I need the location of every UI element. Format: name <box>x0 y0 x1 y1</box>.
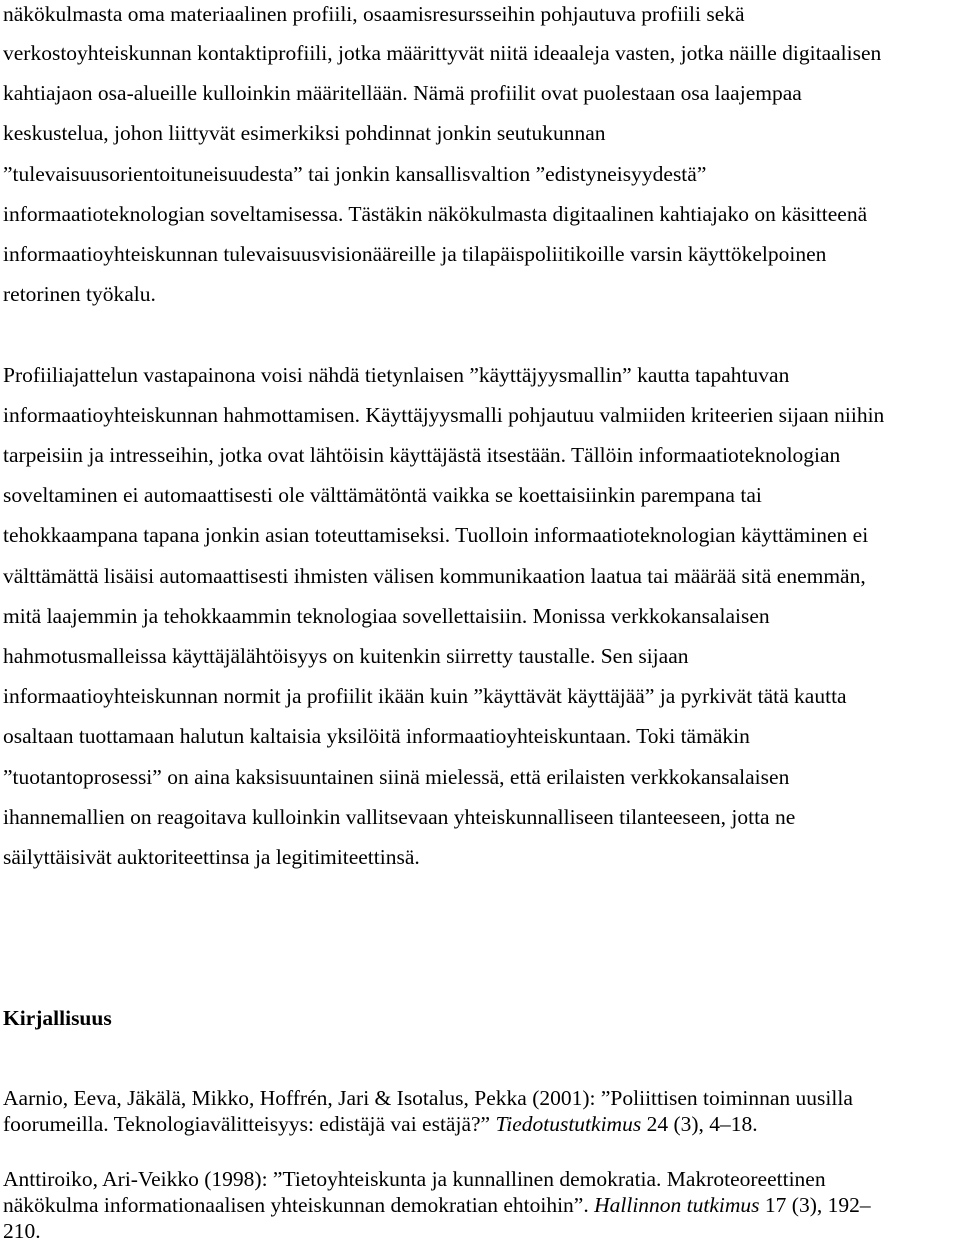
section-heading: Kirjallisuus <box>3 1006 112 1030</box>
paragraph-line: informaatioteknologian soveltamisessa. Tästäkin näkökulmasta digitaalinen kahtiajako on käsitteenä <box>3 202 868 226</box>
paragraph-line: tarpeisiin ja intresseihin, jotka ovat lähtöisin käyttäjästä itsestään. Tällöin informaatioteknologian <box>3 443 841 467</box>
journal-title: Hallinnon tutkimus <box>594 1193 760 1217</box>
paragraph-line: mitä laajemmin ja tehokkaammin teknologiaa sovellettaisiin. Monissa verkkokansalaisen <box>3 604 770 628</box>
reference-line <box>3 1192 871 1218</box>
reference-line <box>3 1111 758 1137</box>
journal-title: Tiedotustutkimus <box>495 1112 642 1136</box>
paragraph-line: retorinen työkalu. <box>3 282 156 306</box>
reference-text: 17 (3), 192– <box>759 1193 871 1217</box>
reference-line: Aarnio, Eeva, Jäkälä, Mikko, Hoffrén, Jari & Isotalus, Pekka (2001): ”Poliittisen toiminnan uusilla <box>3 1086 853 1110</box>
reference-line: Anttiroiko, Ari-Veikko (1998): ”Tietoyhteiskunta ja kunnallinen demokratia. Makroteoreettinen <box>3 1167 826 1191</box>
paragraph-line: kahtiajaon osa-alueille kulloinkin määritellään. Nämä profiilit ovat puolestaan osa laajempaa <box>3 81 802 105</box>
paragraph-line: verkostoyhteiskunnan kontaktiprofiili, jotka määrittyvät niitä ideaaleja vasten, jotka näille digitaalisen <box>3 41 882 65</box>
paragraph-line: ”tulevaisuusorientoituneisuudesta” tai jonkin kansallisvaltion ”edistyneisyydestä” <box>3 162 707 186</box>
paragraph-line: tehokkaampana tapana jonkin asian toteuttamiseksi. Tuolloin informaatioteknologian käyttäminen ei <box>3 523 869 547</box>
paragraph-line: säilyttäisivät auktoriteettinsa ja legitimiteettinsä. <box>3 845 420 869</box>
reference-line: 210. <box>3 1219 41 1243</box>
paragraph-line: ”tuotantoprosessi” on aina kaksisuuntainen siinä mielessä, että erilaisten verkkokansalaisen <box>3 765 790 789</box>
paragraph-line: Profiiliajattelun vastapainona voisi nähdä tietynlaisen ”käyttäjyysmallin” kautta tapahtuvan <box>3 363 790 387</box>
reference-text: 24 (3), 4–18. <box>641 1112 758 1136</box>
paragraph-line: keskustelua, johon liittyvät esimerkiksi pohdinnat jonkin seutukunnan <box>3 121 606 145</box>
reference-text: näkökulma informationaalisen yhteiskunnan demokratian ehtoihin”. <box>3 1193 595 1217</box>
paragraph-line: osaltaan tuottamaan halutun kaltaisia yksilöitä informaatioyhteiskuntaan. Toki tämäkin <box>3 724 750 748</box>
paragraph-line: soveltaminen ei automaattisesti ole välttämätöntä vaikka se koettaisiinkin parempana tai <box>3 483 762 507</box>
paragraph-line: näkökulmasta oma materiaalinen profiili, osaamisresursseihin pohjautuva profiili sekä <box>3 2 745 26</box>
paragraph-line: informaatioyhteiskunnan normit ja profiilit ikään kuin ”käyttävät käyttäjää” ja pyrkivät tätä kautta <box>3 684 847 708</box>
reference-text: foorumeilla. Teknologiavälitteisyys: edistäjä vai estäjä?” <box>3 1112 496 1136</box>
paragraph-line: välttämättä lisäisi automaattisesti ihmisten välisen kommunikaation laatua tai määrää sitä enemmän, <box>3 564 866 588</box>
paragraph-line: informaatioyhteiskunnan tulevaisuusvisionääreille ja tilapäispoliitikoille varsin käyttökelpoinen <box>3 242 827 266</box>
paragraph-line: hahmotusmalleissa käyttäjälähtöisyys on kuitenkin siirretty taustalle. Sen sijaan <box>3 644 689 668</box>
paragraph-line: informaatioyhteiskunnan hahmottamisen. Käyttäjyysmalli pohjautuu valmiiden kriteerien sijaan niihin <box>3 403 885 427</box>
paragraph-line: ihannemallien on reagoitava kulloinkin vallitsevaan yhteiskunnalliseen tilanteeseen, jotta ne <box>3 805 796 829</box>
